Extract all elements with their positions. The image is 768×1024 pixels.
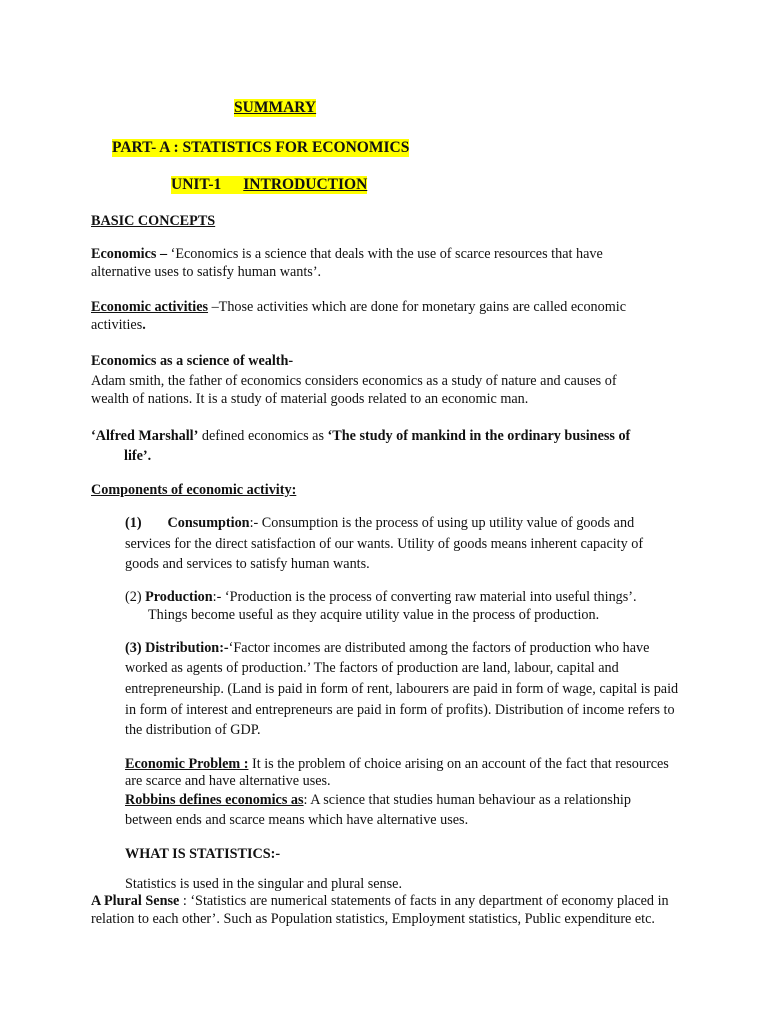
statistics-senses: Statistics is used in the singular and plural sense. bbox=[125, 876, 403, 892]
marshall-mid: defined economics as bbox=[198, 428, 328, 444]
marshall-def2: life’. bbox=[124, 448, 152, 464]
unit-name: INTRODUCTION bbox=[243, 176, 368, 193]
distribution-line1 bbox=[125, 639, 649, 657]
economic-problem-term: Economic Problem : bbox=[125, 756, 249, 772]
consumption-line3: goods and services to satisfy human wants. bbox=[125, 556, 370, 572]
economic-problem-text1: It is the problem of choice arising on an account of the fact that resources bbox=[248, 756, 669, 772]
consumption-text1: :- Consumption is the process of using up utility value of goods and bbox=[249, 515, 635, 531]
consumption-line2: services for the direct satisfaction of our wants. Utility of goods means inherent capacity of bbox=[125, 536, 644, 552]
production-line2: Things become useful as they acquire utility value in the process of production. bbox=[148, 607, 600, 623]
economics-def-line2: alternative uses to satisfy human wants’. bbox=[91, 264, 322, 280]
production-term: Production bbox=[145, 589, 213, 605]
economic-activities-period: . bbox=[142, 317, 146, 333]
consumption-line1 bbox=[125, 514, 634, 532]
distribution-line5: the distribution of GDP. bbox=[125, 722, 261, 738]
what-is-statistics-heading: WHAT IS STATISTICS:- bbox=[125, 846, 281, 862]
plural-sense-term: A Plural Sense bbox=[91, 893, 180, 909]
economic-activities bbox=[91, 298, 626, 316]
distribution-line4: in form of interest and entrepreneurs are paid in form of profits). Distribution of income refers to bbox=[125, 702, 675, 718]
economics-definition bbox=[91, 245, 603, 263]
distribution-line2: worked as agents of production.’ The factors of production are land, labour, capital and bbox=[125, 660, 619, 676]
robbins-line1 bbox=[125, 791, 631, 809]
consumption-term: Consumption bbox=[167, 515, 250, 531]
distribution-term: (3) Distribution:- bbox=[125, 640, 229, 656]
robbins-term: Robbins defines economics as bbox=[125, 792, 304, 808]
science-of-wealth-heading: Economics as a science of wealth- bbox=[91, 353, 294, 369]
basic-concepts-heading: BASIC CONCEPTS bbox=[91, 213, 216, 229]
economic-activities-line2 bbox=[91, 316, 146, 334]
economic-activities-term: Economic activities bbox=[91, 299, 209, 315]
unit-heading bbox=[171, 176, 367, 194]
economic-activities-word: activities bbox=[91, 317, 143, 333]
production-text1: :- ‘Production is the process of converting raw material into useful things’. bbox=[212, 589, 637, 605]
plural-sense-line1 bbox=[91, 892, 669, 910]
science-of-wealth-line2: wealth of nations. It is a study of material goods related to an economic man. bbox=[91, 391, 529, 407]
distribution-line3: entrepreneurship. (Land is paid in form of rent, labourers are paid in form of wage, capital is paid bbox=[125, 681, 679, 697]
unit-number: UNIT-1 bbox=[171, 176, 222, 193]
economic-problem-line2: are scarce and have alternative uses. bbox=[125, 773, 331, 789]
production-num: (2) bbox=[125, 589, 146, 605]
economics-def-line1: ‘Economics is a science that deals with the use of scarce resources that have bbox=[167, 246, 603, 262]
plural-sense-text1: : ‘Statistics are numerical statements of facts in any department of economy placed in bbox=[179, 893, 669, 909]
production-line1 bbox=[125, 588, 637, 606]
distribution-text1: ‘Factor incomes are distributed among the factors of production who have bbox=[228, 640, 650, 656]
robbins-line2: between ends and scarce means which have alternative uses. bbox=[125, 812, 469, 828]
plural-sense-line2: relation to each other’. Such as Population statistics, Employment statistics, Public expenditure etc. bbox=[91, 911, 655, 927]
economic-problem-line1 bbox=[125, 755, 669, 773]
economics-term: Economics – bbox=[91, 246, 168, 262]
marshall-definition bbox=[91, 427, 630, 445]
robbins-text1: : A science that studies human behaviour as a relationship bbox=[303, 792, 631, 808]
marshall-def1: ‘The study of mankind in the ordinary business of bbox=[327, 428, 631, 444]
summary-title: SUMMARY bbox=[234, 99, 317, 116]
economic-activities-line1: –Those activities which are done for monetary gains are called economic bbox=[208, 299, 627, 315]
components-heading: Components of economic activity: bbox=[91, 482, 297, 498]
science-of-wealth-line1: Adam smith, the father of economics considers economics as a study of nature and causes of bbox=[91, 373, 617, 389]
consumption-num: (1) bbox=[125, 515, 142, 531]
marshall-name: ‘Alfred Marshall’ bbox=[91, 428, 199, 444]
part-heading: PART- A : STATISTICS FOR ECONOMICS bbox=[112, 139, 410, 156]
